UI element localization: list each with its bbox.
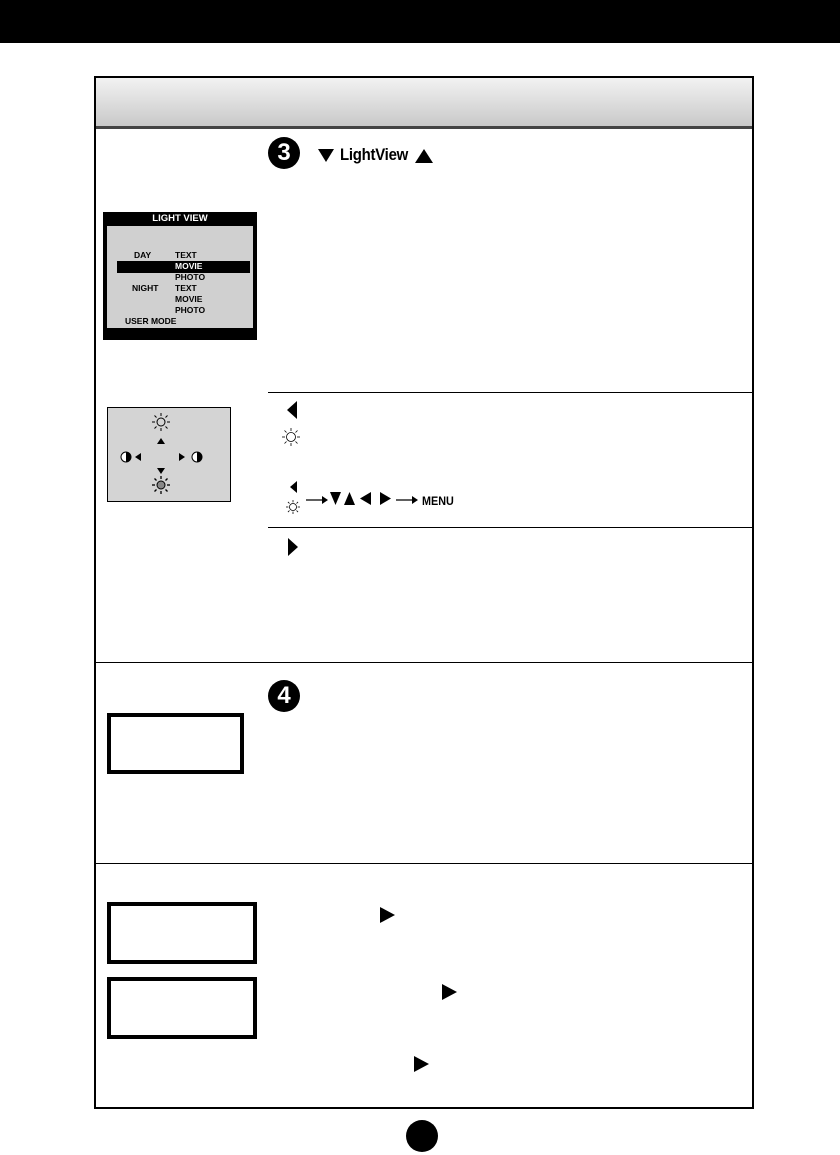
triangle-right-icon: [380, 492, 391, 505]
contrast-icon: [191, 451, 203, 463]
lightview-osd-menu: [103, 212, 257, 340]
triangle-right-icon: [179, 453, 185, 461]
triangle-right-icon: [414, 1056, 429, 1072]
row-divider: [268, 392, 752, 393]
triangle-down-icon: [330, 492, 341, 505]
triangle-left-icon: [290, 481, 297, 493]
sun-icon: [282, 428, 300, 446]
row-divider: [268, 527, 752, 528]
osd-night-photo[interactable]: PHOTO: [175, 305, 206, 315]
sun-icon: [152, 476, 170, 494]
triangle-down-icon: [157, 468, 165, 474]
navigation-pad-diagram: [107, 407, 231, 502]
sun-icon: [152, 413, 170, 431]
osd-night-movie[interactable]: MOVIE: [175, 294, 203, 304]
osd-user-mode[interactable]: USER MODE: [125, 316, 177, 326]
sun-icon: [286, 500, 300, 514]
triangle-right-icon: [442, 984, 457, 1000]
top-bar: [0, 0, 840, 43]
section-divider: [96, 662, 752, 663]
contrast-icon: [120, 451, 132, 463]
section-divider: [96, 863, 752, 864]
menu-label: MENU: [422, 494, 454, 508]
section-header-band: [96, 78, 752, 129]
screen-message-box: [107, 713, 244, 774]
triangle-down-icon: [318, 148, 334, 162]
screen-message-box: [107, 977, 257, 1039]
osd-day-text[interactable]: TEXT: [175, 250, 197, 260]
screen-message-box: [107, 902, 257, 964]
triangle-left-icon: [360, 492, 371, 505]
triangle-up-icon: [415, 148, 433, 163]
lightview-label: LightView: [340, 145, 409, 164]
step-number-3: 3: [268, 137, 300, 169]
osd-night-label[interactable]: NIGHT: [132, 283, 159, 293]
lightview-heading: [318, 144, 433, 166]
step-number-4: 4: [268, 680, 300, 712]
arrow-right-icon: [396, 496, 418, 504]
triangle-right-icon: [380, 907, 395, 923]
triangle-left-icon: [287, 401, 297, 419]
osd-night-text[interactable]: TEXT: [175, 283, 197, 293]
osd-day-label[interactable]: DAY: [134, 250, 152, 260]
osd-body: [107, 226, 253, 328]
arrow-right-icon: [306, 496, 328, 504]
triangle-up-icon: [344, 492, 355, 505]
triangle-left-icon: [135, 453, 141, 461]
osd-day-movie[interactable]: MOVIE: [175, 261, 203, 271]
triangle-up-icon: [157, 438, 165, 444]
page-number-badge: [406, 1120, 438, 1152]
osd-day-photo[interactable]: PHOTO: [175, 272, 206, 282]
triangle-right-icon: [288, 538, 298, 556]
osd-title: LIGHT VIEW: [152, 213, 208, 224]
